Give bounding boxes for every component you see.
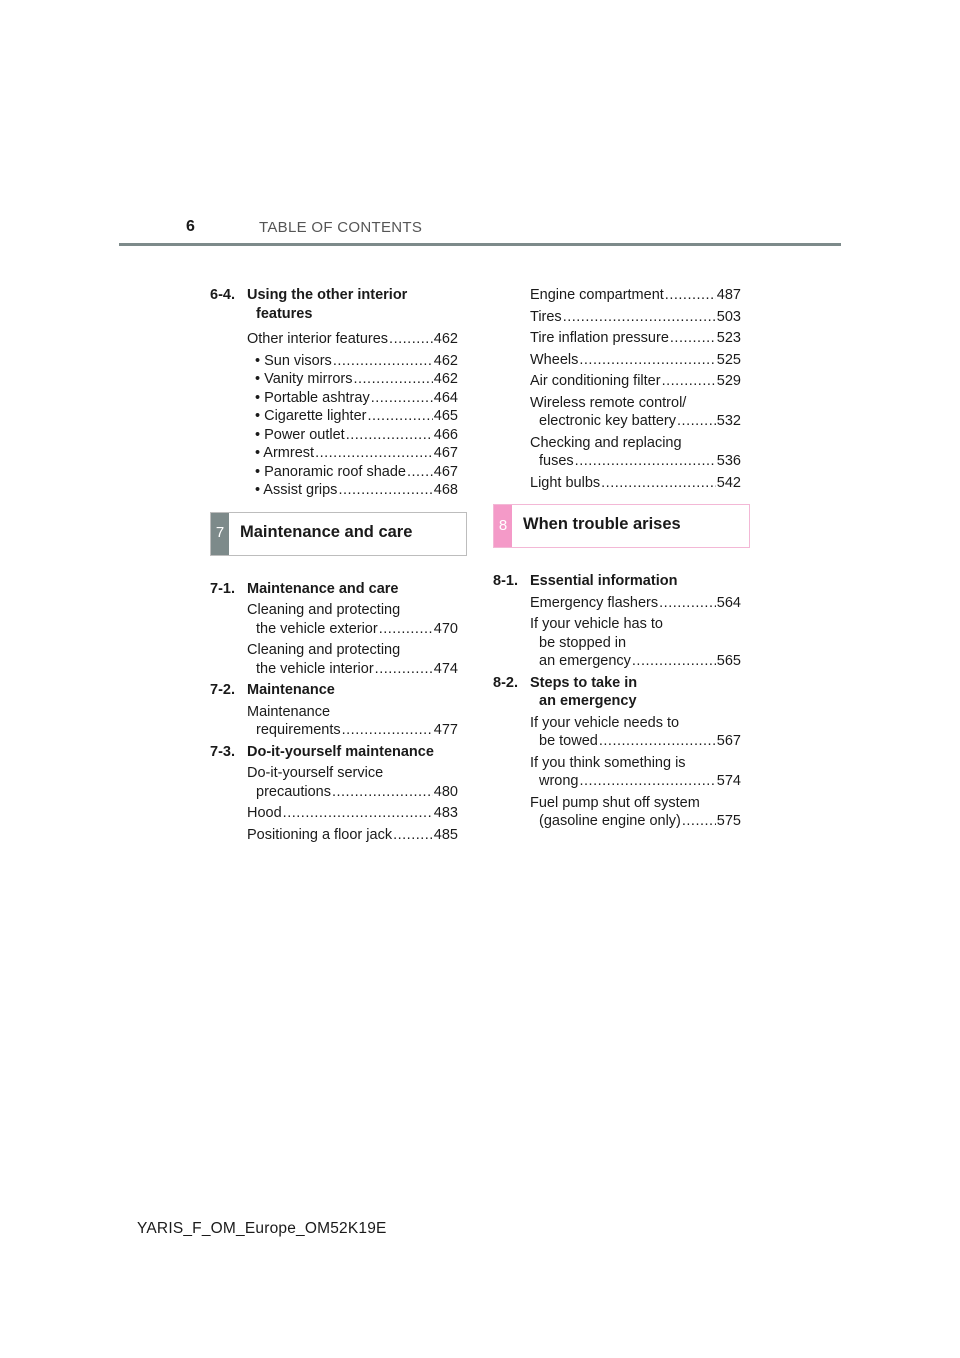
toc-subentry[interactable]: • Portable ashtray ..... 464 <box>210 389 458 408</box>
header-rule <box>119 243 841 246</box>
section-6-4[interactable]: 6-4. Using the other interior features <box>210 287 408 322</box>
toc-subentry[interactable]: • Vanity mirrors ..... 462 <box>210 370 458 389</box>
page-header-title: TABLE OF CONTENTS <box>259 219 423 236</box>
page-number: 6 <box>186 218 195 235</box>
chapter-7-heading[interactable] <box>210 512 467 556</box>
toc-entry-fuses[interactable]: Checking and replacing fuses ..... 536 <box>493 434 741 471</box>
toc-entry-wheels[interactable]: Wheels ..... 525 <box>493 351 741 370</box>
toc-subentry[interactable]: • Armrest ..... 467 <box>210 444 458 463</box>
toc-entry-towed[interactable]: If your vehicle needs to be towed ..... 567 <box>493 714 741 751</box>
toc-entry-stopped-emergency[interactable]: If your vehicle has to be stopped in an emergency ..... 565 <box>493 615 741 671</box>
toc-subentry[interactable]: • Power outlet ..... 466 <box>210 426 458 445</box>
section-7-3[interactable]: 7-3. Do-it-yourself maintenance <box>210 743 434 760</box>
toc-entry-engine-compartment[interactable]: Engine compartment ..... 487 <box>493 286 741 305</box>
chapter-8-tab: 8 <box>494 505 512 547</box>
toc-entry-maintenance-requirements[interactable]: Maintenance requirements ..... 477 <box>210 703 458 740</box>
toc-subentry[interactable]: • Panoramic roof shade ..... 467 <box>210 463 458 482</box>
section-7-1[interactable]: 7-1. Maintenance and care <box>210 580 399 597</box>
chapter-7-tab: 7 <box>211 513 229 555</box>
toc-entry-ac-filter[interactable]: Air conditioning filter ..... 529 <box>493 372 741 391</box>
toc-entry-emergency-flashers[interactable]: Emergency flashers ..... 564 <box>493 594 741 613</box>
toc-entry-tire-pressure[interactable]: Tire inflation pressure ..... 523 <box>493 329 741 348</box>
toc-left-column <box>210 286 458 847</box>
toc-entry-light-bulbs[interactable]: Light bulbs ..... 542 <box>493 474 741 493</box>
toc-entry-remote-battery[interactable]: Wireless remote control/ electronic key battery ..... 532 <box>493 394 741 431</box>
toc-entry-diy-precautions[interactable]: Do-it-yourself service precautions ..... 480 <box>210 764 458 801</box>
toc-subentry[interactable]: • Assist grips ..... 468 <box>210 481 458 500</box>
toc-entry-floor-jack[interactable]: Positioning a floor jack ..... 485 <box>210 826 458 845</box>
chapter-8-title: When trouble arises <box>523 515 681 533</box>
toc-entry-cleaning-exterior[interactable]: Cleaning and protecting the vehicle exterior ..... 470 <box>210 601 458 638</box>
toc-right-column <box>493 286 741 834</box>
toc-subentry[interactable]: • Cigarette lighter ..... 465 <box>210 407 458 426</box>
chapter-7-title: Maintenance and care <box>240 522 413 541</box>
document-footer: YARIS_F_OM_Europe_OM52K19E <box>137 1220 387 1237</box>
toc-entry-tires[interactable]: Tires ..... 503 <box>493 308 741 327</box>
toc-entry-other-interior[interactable]: Other interior features ..... 462 <box>210 330 458 349</box>
toc-entry-cleaning-interior[interactable]: Cleaning and protecting the vehicle interior ..... 474 <box>210 641 458 678</box>
toc-entry-fuel-pump[interactable]: Fuel pump shut off system (gasoline engine only) ..... 575 <box>493 794 741 831</box>
toc-entry-hood[interactable]: Hood ..... 483 <box>210 804 458 823</box>
section-7-2[interactable]: 7-2. Maintenance <box>210 682 335 698</box>
section-8-2[interactable]: 8-2. Steps to take in an emergency <box>493 674 638 709</box>
section-8-1[interactable]: 8-1. Essential information <box>493 573 678 589</box>
toc-entry-something-wrong[interactable]: If you think something is wrong ..... 574 <box>493 754 741 791</box>
toc-subentry[interactable]: • Sun visors ..... 462 <box>210 352 458 371</box>
chapter-8-heading[interactable] <box>493 504 750 548</box>
